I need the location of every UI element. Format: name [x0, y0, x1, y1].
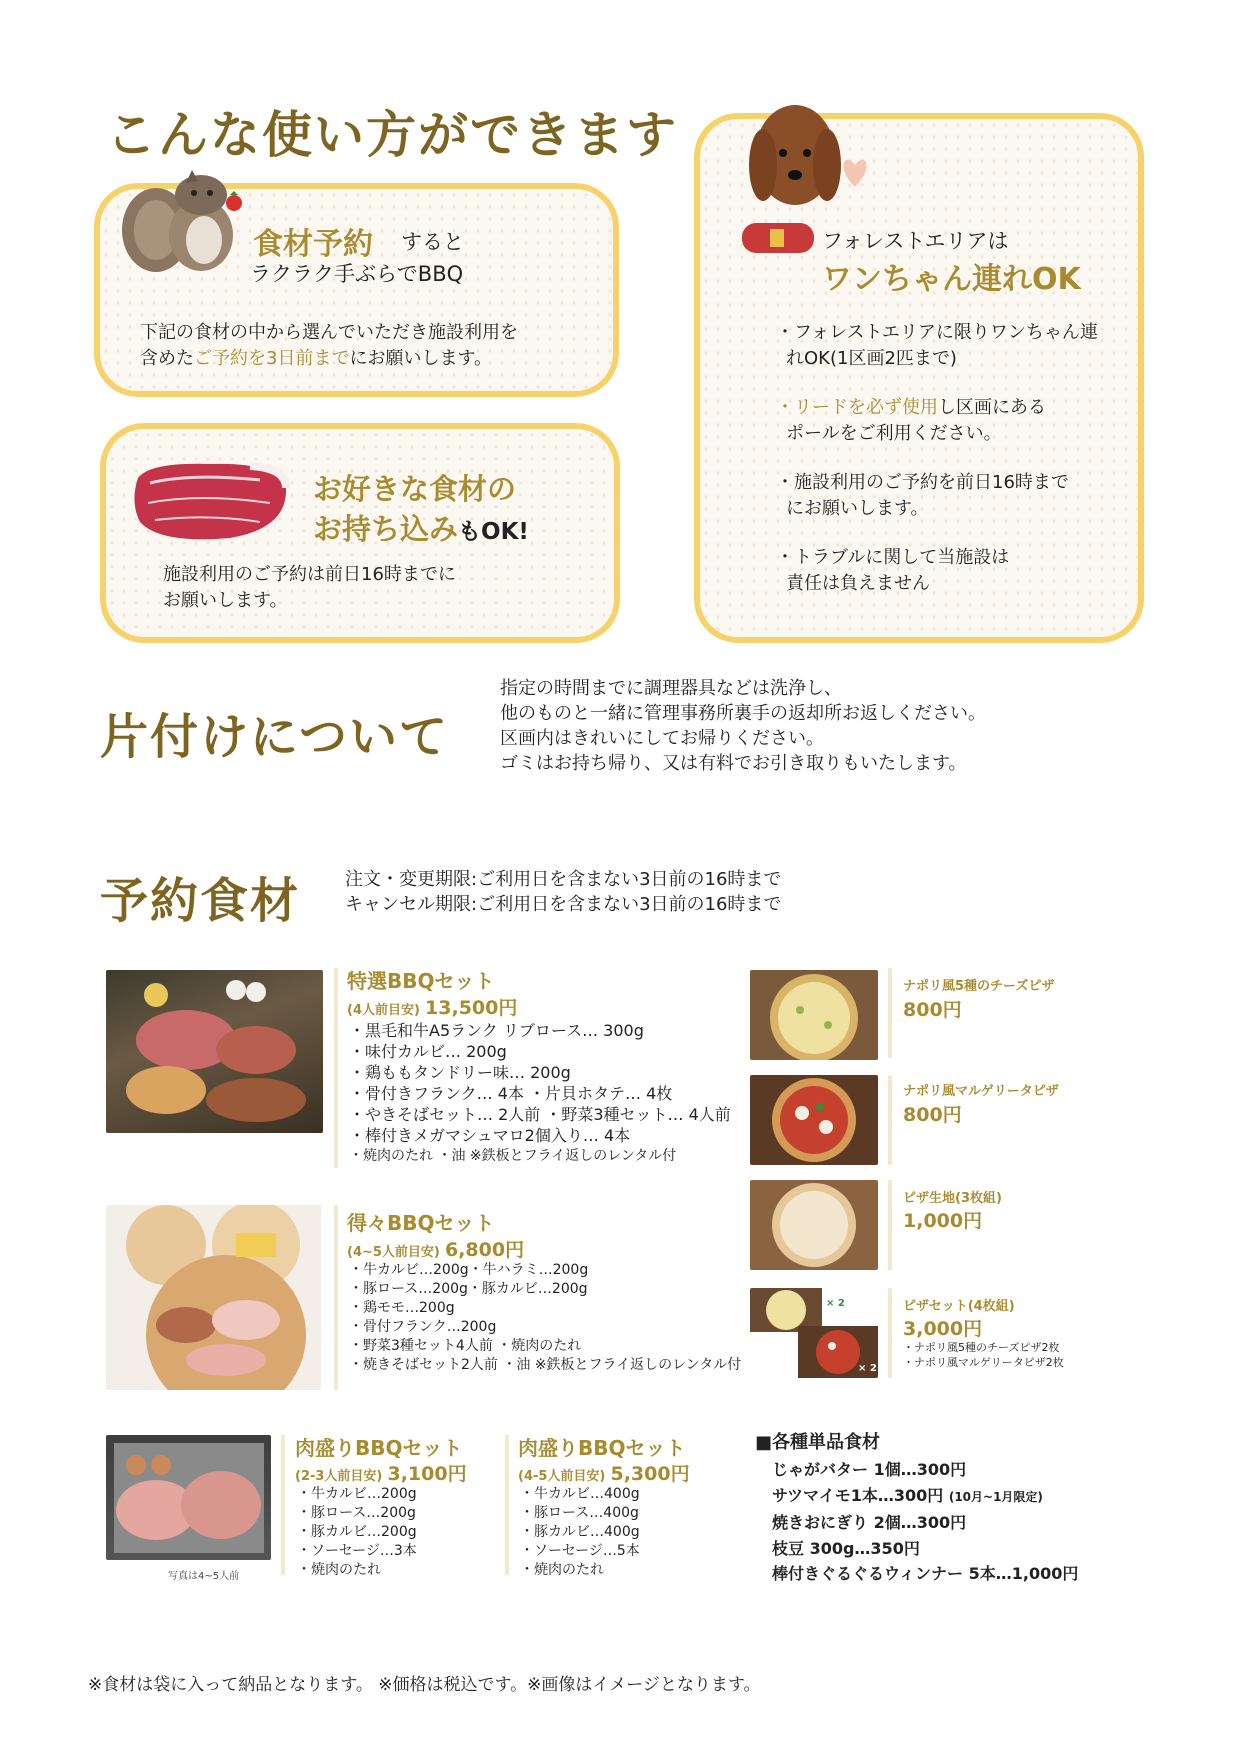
reserve-line2: ラクラク手ぶらでBBQ [250, 262, 464, 286]
special-set-photo [106, 970, 323, 1133]
pizza-set-x2-b: × 2 [858, 1363, 877, 1374]
pizza-set-x2-a: × 2 [826, 1298, 845, 1309]
usage-title: こんな使い方ができます [106, 106, 678, 164]
pizza-3-price: 1,000円 [903, 1210, 983, 1232]
dog-item-2: ・リードを必ず使用し区画にある ポールをご利用ください。 [776, 397, 1046, 444]
cleanup-text: 指定の時間までに調理器具などは洗浄し、 他のものと一緒に管理事務所裏手の返却所お返しください。 区画内はきれいにしてお帰りください。 ゴミはお持ち帰り、又は有料でお引き取りもいたします。 [500, 678, 986, 774]
special-set-items: ・黒毛和牛A5ランク リブロース… 300g ・味付カルビ… 200g ・鶏ももタンドリー味… 200g ・骨付きフランク… 4本 ・片貝ホタテ… 4枚 ・やきそばセット… 2人前 ・野菜3種セット… 4人前 ・棒付きメガマシュマロ2個入り… 4本 ・焼肉のたれ ・油 ※鉄板とフライ返しのレンタル付 [349, 1021, 731, 1164]
deadlines: 注文・変更期限:ご利用日を含まない3日前の16時まで キャンセル期限:ご利用日を含まない3日前の16時まで [345, 869, 782, 915]
niku-set-photo [106, 1435, 271, 1560]
pizza-3-name: ピザ生地(3枚組) [903, 1191, 1002, 1206]
pizza-2-name: ナポリ風マルゲリータピザ [903, 1084, 1059, 1099]
pizza-margherita-photo [750, 1075, 878, 1165]
bring-heading-2: お持ち込みもOK! [313, 512, 529, 546]
reserve-food-title: 予約食材 [100, 873, 301, 929]
reserve-heading-rest: すると [401, 230, 464, 254]
bring-body-1: 施設利用のご予約は前日16時までに [163, 564, 456, 585]
pizza-2-price: 800円 [903, 1104, 962, 1126]
singles-title: ■各種単品食材 [755, 1432, 881, 1453]
dog-line1: フォレストエリアは [822, 229, 1009, 253]
niku-large-name: 肉盛りBBQセット [518, 1436, 686, 1460]
niku-small-name: 肉盛りBBQセット [295, 1436, 463, 1460]
cleanup-title: 片付けについて [100, 709, 450, 765]
reserve-body-2: 含めたご予約を3日前までにお願いします。 [140, 348, 493, 369]
dog-item-4: ・トラブルに関して当施設は 責任は負えません [776, 547, 1010, 594]
pizza-1-name: ナポリ風5種のチーズピザ [903, 979, 1055, 994]
dog-item-1: ・フォレストエリアに限りワンちゃん連 れOK(1区画2匹まで) [776, 322, 1098, 369]
niku-small-price: (2-3人前目安) 3,100円 [295, 1463, 467, 1485]
bring-heading-1: お好きな食材の [313, 472, 517, 506]
footer-note: ※食材は袋に入って納品となります。 ※価格は税込です。※画像はイメージとなります。 [88, 1675, 761, 1695]
niku-large-items: ・牛カルビ…400g ・豚ロース…400g ・豚カルビ…400g ・ソーセージ…5本 ・焼肉のたれ [520, 1486, 640, 1578]
niku-small-items: ・牛カルビ…200g ・豚ロース…200g ・豚カルビ…200g ・ソーセージ…3本 ・焼肉のたれ [297, 1486, 417, 1578]
dog-line2: ワンちゃん連れOK [822, 262, 1081, 297]
special-set-name: 特選BBQセット [347, 969, 495, 993]
pizza-dough-photo [750, 1180, 878, 1270]
reserve-body-1: 下記の食材の中から選んでいただき施設利用を [140, 322, 518, 343]
niku-large-price: (4-5人前目安) 5,300円 [518, 1463, 690, 1485]
toku-set-price: (4~5人前目安) 6,800円 [347, 1239, 525, 1261]
steak-illustration [130, 458, 290, 544]
toku-set-name: 得々BBQセット [347, 1211, 495, 1235]
squirrel-illustration [116, 165, 246, 280]
pizza-4-name: ピザセット(4枚組) [903, 1299, 1015, 1314]
toku-set-photo [106, 1205, 321, 1390]
dog-item-3: ・施設利用のご予約を前日16時まで にお願いします。 [776, 472, 1069, 519]
singles-list: じゃがバター 1個…300円 サツマイモ1本…300円 (10月~1月限定) 焼きおにぎり 2個…300円 枝豆 300g…350円 棒付きぐるぐるウィンナー 5本…1,000円 [772, 1460, 1079, 1583]
dog-illustration [745, 95, 900, 210]
pizza-4-price: 3,000円 [903, 1318, 983, 1340]
photo-caption: 写真は4~5人前 [168, 1571, 240, 1582]
bring-body-2: お願いします。 [163, 590, 288, 611]
collar-icon [738, 215, 818, 260]
reserve-heading: 食材予約 [253, 227, 373, 262]
pizza-1-price: 800円 [903, 999, 962, 1021]
pizza-cheese-photo [750, 970, 878, 1060]
toku-set-items: ・牛カルビ…200g・牛ハラミ…200g ・豚ロース…200g・豚カルビ…200g ・鶏モモ…200g ・骨付フランク…200g ・野菜3種セット4人前 ・焼肉のたれ ・焼きそばセット2人前 ・油 ※鉄板とフライ返しのレンタル付 [349, 1262, 742, 1373]
pizza-set-notes: ・ナポリ風5種のチーズピザ2枚 ・ナポリ風マルゲリータピザ2枚 [903, 1341, 1064, 1369]
special-set-price: (4人前目安) 13,500円 [347, 997, 518, 1019]
